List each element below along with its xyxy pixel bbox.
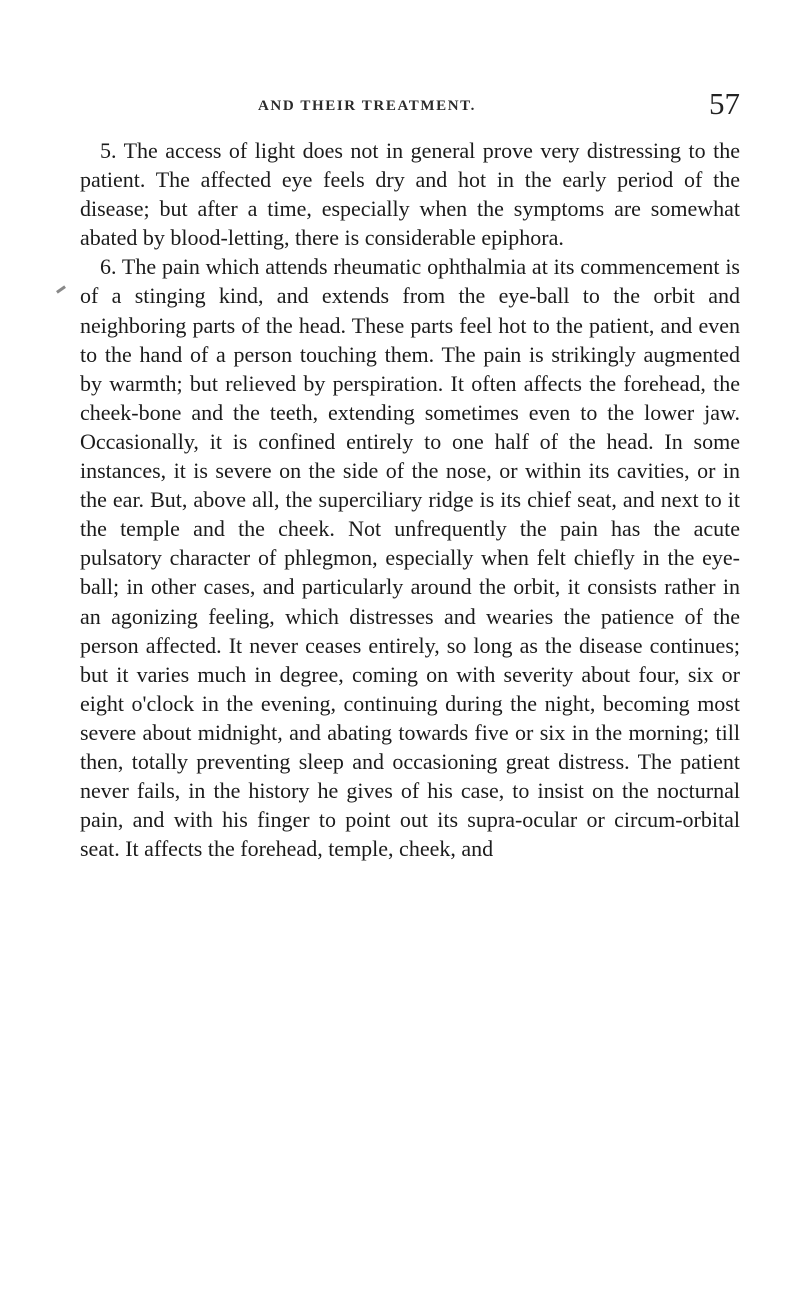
paragraph-5: 5. The access of light does not in general prove very distressing to the patient. The affected eye feels dry and hot in the early period of the disease; but after a time, especially when the symptoms are somewhat abated by blood-letting, there is considerable epiphora. <box>80 138 740 251</box>
body-text <box>80 136 740 863</box>
page-header <box>80 86 740 130</box>
running-head: AND THEIR TREATMENT. <box>258 98 477 114</box>
paragraph-6: 6. The pain which attends rheumatic ophthalmia at its commencement is of a stinging kind, and extends from the eye-ball to the orbit and neighboring parts of the head. These parts feel hot to the patient, and even to the hand of a person touching them. The pain is strikingly augmented by warmth; but relieved by perspiration. It often affects the forehead, the cheek-bone and the teeth, extending sometimes even to the lower jaw. Occasionally, it is confined entirely to one half of the head. In some instances, it is severe on the side of the nose, or within its cavities, or in the ear. But, above all, the superciliary ridge is its chief seat, and next to it the temple and the cheek. Not unfrequently the pain has the acute pulsatory character of phlegmon, especially when felt chiefly in the eye-ball; in other cases, and particularly around the orbit, it consists rather in an agonizing feeling, which distresses and wearies the patience of the person affected. It never ceases entirely, so long as the disease continues; but it varies much in degree, coming on with severity about four, six or eight o'clock in the evening, continuing during the night, becoming most severe about midnight, and abating towards five or six in the morning; till then, totally preventing sleep and occasioning great distress. The patient never fails, in the history he gives of his case, to insist on the nocturnal pain, and with his finger to point out its supra-ocular or circum-orbital seat. It affects the forehead, temple, cheek, and <box>80 254 740 862</box>
ink-speck <box>56 285 66 293</box>
page-number: 57 <box>709 86 740 121</box>
